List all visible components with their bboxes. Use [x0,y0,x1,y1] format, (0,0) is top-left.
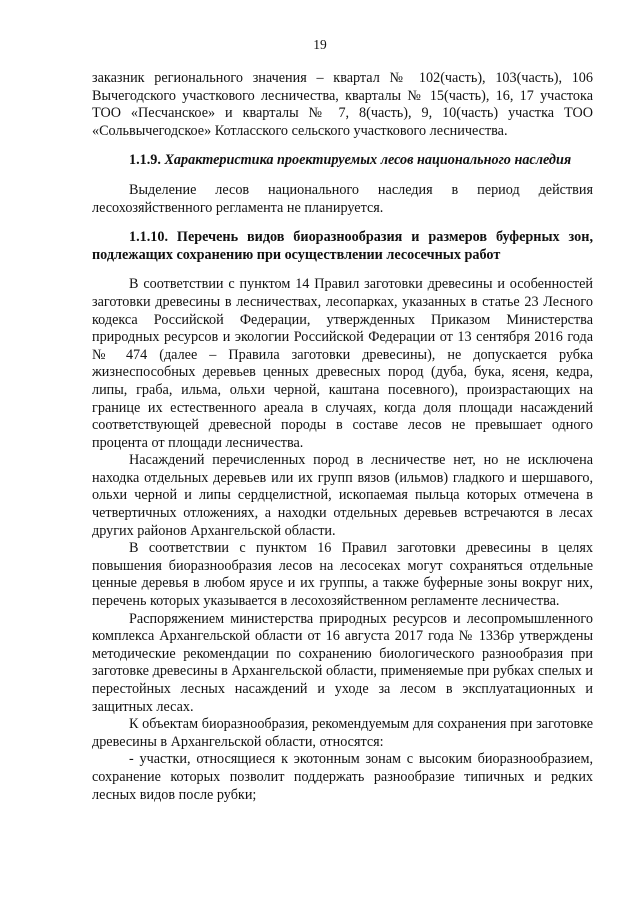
paragraph-tree-species: Насаждений перечисленных пород в лесничестве нет, но не исключена находка отдельных деревьев или их групп вязов (ильмов) гладкого и шершавого, ольхи черной и липы сердцелистной, ископаемая пыльца которых отмечена в четвертичных отложениях, а находки отдельных деревьев встречаются в лесах других районов Архангельской области. [92,452,593,539]
section-heading-1-1-10: 1.1.10. Перечень видов биоразнообразия и размеров буферных зон, подлежащих сохранению при осуществлении лесосечных работ [92,229,593,263]
paragraph-biodiversity-objects: К объектам биоразнообразия, рекомендуемым для сохранения при заготовке древесины в Архангельской области, относятся: [92,716,593,750]
list-item-ecotone-areas: - участки, относящиеся к экотонным зонам с высоким биоразнообразием, сохранение которых позволит поддержать разнообразие типичных и редких лесных видов после рубки; [92,751,593,803]
section-number: 1.1.9. [129,152,161,169]
section-title: Характеристика проектируемых лесов национального наследия [164,152,572,169]
document-body [92,70,593,804]
paragraph-rules-clause-16: В соответствии с пунктом 16 Правил заготовки древесины в целях повышения биоразнообразия лесов на лесосеках могут сохраняться отдельные ценные деревья в любом ярусе и их группы, а также буферные зоны вокруг них, перечень которых указывается в лесохозяйственном регламенте лесничества. [92,540,593,610]
paragraph-protected-area-continuation: заказник регионального значения – квартал № 102(часть), 103(часть), 106 Вычегодского участкового лесничества, кварталы № 15(часть), 16, 17 участока ТОО «Песчанское» и кварталы № 7, 8(часть), 9, 10(часть) участка ТОО «Сольвычегодское» Котласского сельского участкового лесничества. [92,70,593,139]
section-heading-1-1-9 [92,152,593,170]
paragraph-ministry-order: Распоряжением министерства природных ресурсов и лесопромышленного комплекса Архангельской области от 16 августа 2017 года № 1336р утверждены методические рекомендации по сохранению биологического разнообразия при заготовке древесины в Архангельской области, применяемые при рубках спелых и перестойных лесных насаждений и уходе за лесом в эксплуатационных и защитных лесах. [92,610,593,715]
paragraph-rules-clause-14: В соответствии с пунктом 14 Правил заготовки древесины и особенностей заготовки древесины в лесничествах, лесопарках, указанных в статье 23 Лесного кодекса Российской Федерации, утвержденных Приказом Министерства природных ресурсов и экологии Российской Федерации от 13 сентября 2016 года № 474 (далее – Правила заготовки древесины), не допускается рубка жизнеспособных деревьев ценных древесных пород (дуба, бука, ясеня, кедра, липы, граба, ильма, ольхи черной, каштана посевного), произрастающих на границе их естественного ареала в случаях, когда доля площади насаждений соответствующей древесной породы в составе лесов не превышает одного процента от площади лесничества. [92,276,593,451]
paragraph-heritage-forests: Выделение лесов национального наследия в период действия лесохозяйственного регламента не планируется. [92,181,593,216]
page-number: 19 [313,37,327,52]
